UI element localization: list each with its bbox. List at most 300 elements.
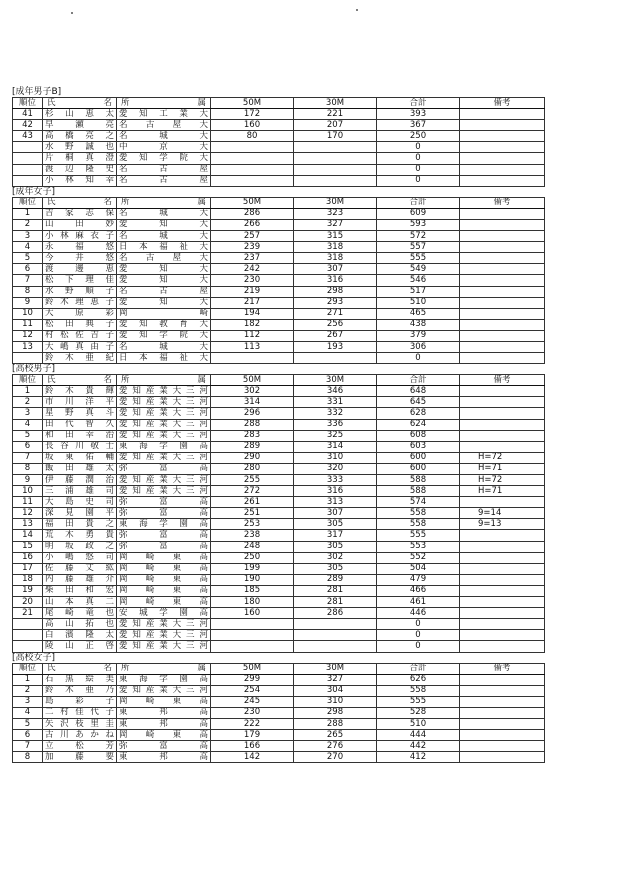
table-row [13,707,545,718]
note-cell [460,707,545,718]
rank-cell [13,208,43,219]
table-row [13,452,545,463]
score-30m-cell [294,741,377,752]
score-50m-cell-text: 160 [243,607,261,618]
name-cell [43,430,117,441]
rank-cell [13,574,43,585]
score-50m-cell-text: 217 [243,297,261,308]
score-30m-cell [294,563,377,574]
note-cell [460,120,545,131]
score-50m-cell [211,231,294,242]
score-30m-cell [294,730,377,741]
name-cell-text: 松 田 典 子 [45,319,114,330]
score-30m-cell [294,674,377,685]
score-30m-cell-text: 193 [326,341,344,352]
score-30m-cell-text: 316 [326,485,344,496]
total-cell [377,231,460,242]
total-cell [377,541,460,552]
rank-cell [13,630,43,641]
header-total: 合計 [377,98,460,109]
table-row [13,497,545,508]
rank-cell [13,730,43,741]
score-30m-cell [294,441,377,452]
note-cell [460,208,545,219]
rank-cell [13,641,43,652]
note-cell [460,475,545,486]
score-50m-cell-text: 251 [243,507,261,518]
table-row [13,597,545,608]
header-row [13,197,545,208]
table-row [13,685,545,696]
header-note: 備考 [460,197,545,208]
note-cell [460,718,545,729]
score-30m-cell [294,341,377,352]
name-cell-text: 白 濱 隆 太 [45,629,114,640]
total-cell [377,619,460,630]
rank-cell-text: 11 [22,496,33,507]
score-50m-cell-text: 238 [243,530,261,541]
name-cell-text: 松 下 理 佳 [45,274,114,285]
total-cell-text: 465 [409,308,427,319]
rank-cell [13,109,43,120]
total-cell [377,353,460,364]
score-50m-cell [211,397,294,408]
table-row [13,441,545,452]
score-30m-cell [294,530,377,541]
name-cell [43,597,117,608]
score-50m-cell [211,275,294,286]
affiliation-cell [117,585,211,596]
header-total: 合計 [377,197,460,208]
header-affiliation-part2: 属 [197,197,206,208]
affiliation-cell [117,530,211,541]
name-cell [43,419,117,430]
score-50m-cell-text: 112 [243,330,261,341]
name-cell-text: 山 田 妙 [45,219,114,230]
name-cell-text: 明 坂 政 之 [45,541,114,552]
note-cell [460,741,545,752]
total-cell-text: 510 [409,718,427,729]
affiliation-cell [117,563,211,574]
score-30m-cell-text: 302 [326,552,344,563]
total-cell [377,120,460,131]
table-row [13,175,545,186]
header-row [13,663,545,674]
score-50m-cell [211,619,294,630]
name-cell-text: 古 川 あ か ね [45,729,114,740]
score-30m-cell-text: 307 [326,263,344,274]
affiliation-cell [117,131,211,142]
score-30m-cell [294,175,377,186]
score-50m-cell-text: 255 [243,474,261,485]
total-cell [377,419,460,430]
rank-cell-text: 13 [22,341,33,352]
affiliation-cell [117,253,211,264]
table-row [13,741,545,752]
score-30m-cell [294,308,377,319]
total-cell-text: 603 [409,441,427,452]
total-cell [377,253,460,264]
name-cell [43,463,117,474]
rank-cell [13,674,43,685]
name-cell [43,297,117,308]
affiliation-cell [117,707,211,718]
note-cell [460,175,545,186]
name-cell-text: 大 原 彩 [45,308,114,319]
total-cell-text: 574 [409,496,427,507]
affiliation-cell-text: 岡 崎 [119,308,208,319]
score-30m-cell-text: 207 [326,119,344,130]
score-30m-cell [294,330,377,341]
total-cell-text: 593 [409,219,427,230]
score-50m-cell [211,597,294,608]
header-total: 合計 [377,375,460,386]
score-30m-cell-text: 221 [326,108,344,119]
table-row [13,297,545,308]
score-50m-cell [211,142,294,153]
total-cell [377,341,460,352]
total-cell-text: 648 [409,385,427,396]
score-50m-cell [211,752,294,763]
score-50m-cell-text: 182 [243,319,261,330]
note-cell [460,153,545,164]
table-row [13,619,545,630]
total-cell-text: 517 [409,286,427,297]
total-cell [377,463,460,474]
score-50m-cell-text: 180 [243,596,261,607]
score-50m-cell-text: 250 [243,552,261,563]
affiliation-cell-text: 東 邦 高 [119,751,208,762]
total-cell-text: 558 [409,518,427,529]
affiliation-cell-text: 東 海 学 園 高 [119,674,208,685]
total-cell-text: 555 [409,530,427,541]
score-30m-cell-text: 298 [326,707,344,718]
total-cell [377,608,460,619]
score-30m-cell-text: 327 [326,219,344,230]
affiliation-cell [117,319,211,330]
rank-cell [13,707,43,718]
score-30m-cell-text: 298 [326,286,344,297]
score-30m-cell [294,597,377,608]
name-cell-text: 村 松 佐 吉 子 [45,330,114,341]
note-cell [460,497,545,508]
table-row [13,153,545,164]
total-cell-text: 572 [409,230,427,241]
note-cell [460,519,545,530]
rank-cell [13,519,43,530]
score-50m-cell-text: 239 [243,241,261,252]
affiliation-cell [117,508,211,519]
score-30m-cell [294,630,377,641]
rank-cell [13,530,43,541]
name-cell-text: 和 田 幸 治 [45,430,114,441]
affiliation-cell [117,353,211,364]
affiliation-cell [117,574,211,585]
score-30m-cell-text: 314 [326,441,344,452]
rank-cell-text: 10 [22,308,33,319]
header-note: 備考 [460,98,545,109]
rank-cell-text: 17 [22,563,33,574]
header-name-part2: 名 [103,97,112,108]
header-name-part2: 名 [103,374,112,385]
score-50m-cell-text: 142 [243,751,261,762]
name-cell [43,752,117,763]
note-cell [460,219,545,230]
name-cell [43,330,117,341]
name-cell [43,718,117,729]
name-cell-text: 長 谷 川 敬 士 [45,441,114,452]
score-50m-cell [211,264,294,275]
header-affiliation-part2: 属 [197,663,206,674]
score-30m-cell-text: 310 [326,696,344,707]
score-50m-cell [211,330,294,341]
total-cell [377,707,460,718]
total-cell-text: 442 [409,740,427,751]
total-cell-text: 557 [409,241,427,252]
affiliation-cell-text: 岡 崎 東 高 [119,596,208,607]
name-cell [43,253,117,264]
total-cell [377,286,460,297]
affiliation-cell [117,219,211,230]
affiliation-cell-text: 愛 知 産 業 大 三 河 [119,385,208,396]
header-50m: 50M [211,98,294,109]
note-cell [460,330,545,341]
header-30m: 30M [294,663,377,674]
name-cell-text: 小 林 知 幸 [45,175,114,186]
note-cell-text: H=72 [478,452,503,463]
name-cell [43,641,117,652]
affiliation-cell [117,341,211,352]
name-cell-text: 三 浦 雄 司 [45,485,114,496]
affiliation-cell [117,175,211,186]
score-50m-cell [211,408,294,419]
total-cell [377,208,460,219]
score-50m-cell [211,608,294,619]
table-row [13,674,545,685]
name-cell-text: 鈴 木 貴 輝 [45,385,114,396]
rank-cell-text: 12 [22,507,33,518]
score-50m-cell [211,120,294,131]
total-cell-text: 549 [409,263,427,274]
name-cell-text: 荒 木 勇 貴 [45,530,114,541]
total-cell [377,153,460,164]
rank-cell-text: 14 [22,530,33,541]
rank-cell [13,408,43,419]
rank-cell-text: 9 [24,474,31,485]
name-cell [43,741,117,752]
name-cell [43,452,117,463]
name-cell-text: 星 野 真 斗 [45,407,114,418]
score-30m-cell [294,153,377,164]
name-cell-text: 飯 田 雄 太 [45,463,114,474]
rank-cell-text: 8 [24,286,31,297]
score-50m-cell-text: 194 [243,308,261,319]
header-affiliation [117,98,211,109]
total-cell [377,519,460,530]
affiliation-cell-text: 愛 知 産 業 大 三 河 [119,618,208,629]
note-cell [460,441,545,452]
score-50m-cell-text: 289 [243,441,261,452]
rank-cell [13,685,43,696]
name-cell-text: 田 代 智 久 [45,419,114,430]
total-cell-text: 0 [415,164,421,175]
name-cell [43,730,117,741]
score-30m-cell [294,552,377,563]
score-50m-cell-text: 166 [243,740,261,751]
score-30m-cell-text: 332 [326,407,344,418]
total-cell-text: 250 [409,130,427,141]
affiliation-cell [117,696,211,707]
section-title: [高校男子] [12,364,56,375]
affiliation-cell [117,275,211,286]
affiliation-cell-text: 岡 崎 東 高 [119,574,208,585]
total-cell [377,597,460,608]
rank-cell-text: 2 [24,396,31,407]
table-row [13,563,545,574]
header-affiliation [117,197,211,208]
score-30m-cell [294,475,377,486]
rank-cell [13,508,43,519]
table-row [13,275,545,286]
score-50m-cell [211,685,294,696]
note-cell [460,297,545,308]
name-cell [43,585,117,596]
table-row [13,730,545,741]
score-50m-cell [211,641,294,652]
name-cell [43,109,117,120]
score-50m-cell-text: 257 [243,230,261,241]
score-30m-cell-text: 318 [326,241,344,252]
header-name [43,375,117,386]
note-cell [460,242,545,253]
score-50m-cell-text: 80 [246,130,258,141]
name-cell-text: 深 見 園 平 [45,507,114,518]
note-cell [460,463,545,474]
affiliation-cell [117,408,211,419]
table-row [13,142,545,153]
name-cell-text: 矢 沢 枝 里 圭 [45,718,114,729]
affiliation-cell-text: 名 城 大 [119,341,208,352]
affiliation-cell-text: 愛 知 産 業 大 三 河 [119,474,208,485]
total-cell-text: 546 [409,274,427,285]
affiliation-cell [117,297,211,308]
score-30m-cell-text: 325 [326,430,344,441]
total-cell [377,741,460,752]
score-50m-cell-text: 230 [243,707,261,718]
note-cell [460,386,545,397]
name-cell [43,563,117,574]
score-30m-cell-text: 318 [326,252,344,263]
name-cell-text: 鈴 木 亜 乃 [45,685,114,696]
note-cell [460,353,545,364]
rank-cell [13,452,43,463]
affiliation-cell [117,730,211,741]
results-table [12,197,545,364]
score-50m-cell [211,718,294,729]
rank-cell [13,619,43,630]
score-50m-cell [211,153,294,164]
table-row [13,486,545,497]
header-30m: 30M [294,197,377,208]
total-cell [377,641,460,652]
total-cell-text: 393 [409,108,427,119]
rank-cell [13,497,43,508]
table-row [13,242,545,253]
affiliation-cell-text: 岡 崎 東 高 [119,696,208,707]
table-row [13,286,545,297]
name-cell [43,630,117,641]
note-cell-text: H=71 [478,463,503,474]
note-cell [460,541,545,552]
name-cell-text: 福 田 貴 之 [45,518,114,529]
rank-cell-text: 4 [24,241,31,252]
score-50m-cell-text: 199 [243,563,261,574]
affiliation-cell-text: 愛 知 産 業 大 三 河 [119,685,208,696]
affiliation-cell-text: 弥 富 高 [119,463,208,474]
note-cell [460,563,545,574]
name-cell-text: 小 嶋 悠 司 [45,552,114,563]
score-50m-cell-text: 242 [243,263,261,274]
note-cell [460,486,545,497]
score-30m-cell [294,109,377,120]
total-cell-text: 0 [415,352,421,363]
note-cell [460,597,545,608]
name-cell-text: 市 川 洋 平 [45,396,114,407]
score-50m-cell-text: 296 [243,407,261,418]
name-cell [43,486,117,497]
score-30m-cell [294,486,377,497]
rank-cell [13,275,43,286]
total-cell-text: 626 [409,674,427,685]
rank-cell-text: 8 [24,751,31,762]
table-row [13,585,545,596]
score-50m-cell-text: 179 [243,729,261,740]
header-affiliation-part1: 所 [121,374,130,385]
note-cell [460,641,545,652]
affiliation-cell-text: 弥 富 高 [119,740,208,751]
name-cell-text: 吉 家 志 保 [45,208,114,219]
rank-cell [13,430,43,441]
affiliation-cell-text: 名 城 大 [119,208,208,219]
total-cell [377,275,460,286]
table-row [13,319,545,330]
table-row [13,231,545,242]
name-cell [43,475,117,486]
total-cell [377,441,460,452]
total-cell-text: 379 [409,330,427,341]
rank-cell-text: 7 [24,274,31,285]
score-50m-cell-text: 290 [243,452,261,463]
score-30m-cell-text: 336 [326,419,344,430]
total-cell [377,297,460,308]
affiliation-cell [117,718,211,729]
header-affiliation-part2: 属 [197,97,206,108]
rank-cell [13,341,43,352]
score-30m-cell-text: 288 [326,718,344,729]
score-50m-cell-text: 266 [243,219,261,230]
header-30m: 30M [294,375,377,386]
total-cell [377,630,460,641]
name-cell-text: 水 野 誠 也 [45,141,114,152]
rank-cell [13,608,43,619]
affiliation-cell-text: 愛 知 産 業 大 三 河 [119,629,208,640]
header-row [13,375,545,386]
score-30m-cell [294,718,377,729]
name-cell-text: 片 桐 真 澄 [45,153,114,164]
affiliation-cell-text: 東 邦 高 [119,718,208,729]
table-row [13,109,545,120]
total-cell-text: 552 [409,552,427,563]
